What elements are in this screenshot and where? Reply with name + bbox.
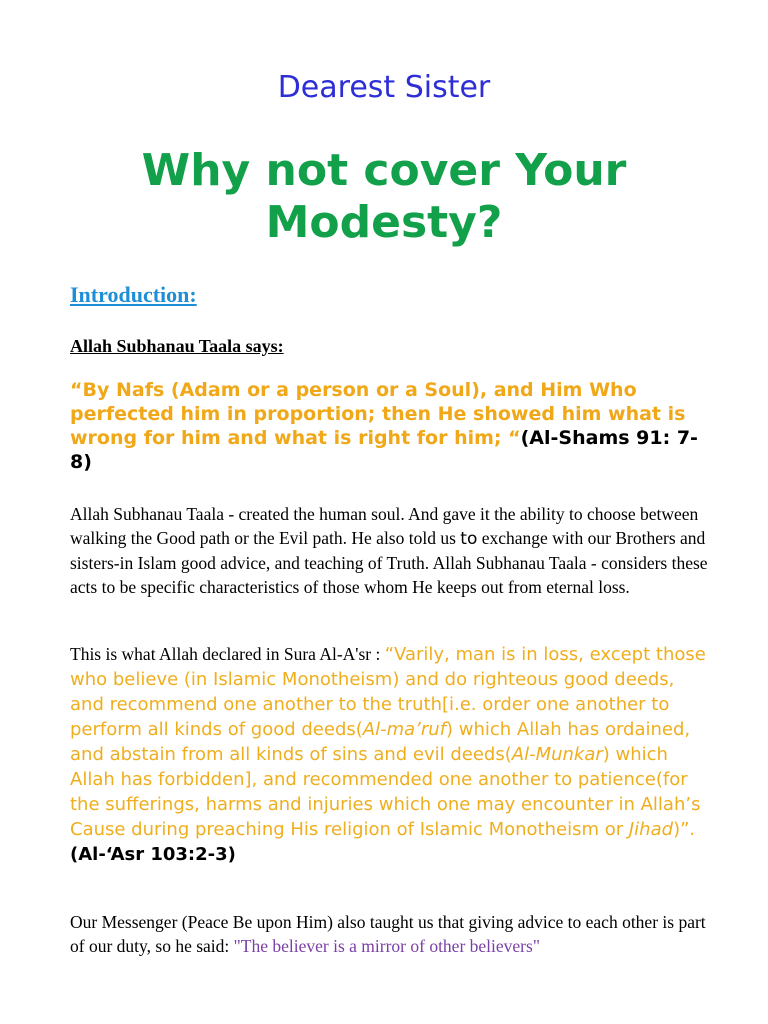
asr-reference: (Al-‘Asr 103:2-3) — [70, 844, 236, 865]
page-title-line-1: Why not cover Your — [141, 145, 627, 196]
paragraph-1 — [70, 502, 710, 599]
page-title — [0, 145, 768, 249]
says-label: Allah Subhanau Taala says: — [70, 336, 284, 356]
verse-text: “By Nafs (Adam or a person or a Soul), and Him Who perfected him in proportion; then He showed him what is wrong for him and what is right for him; “ — [70, 379, 686, 449]
introduction-heading: Introduction: — [70, 282, 197, 307]
asr-quote-jihad: Jihad — [628, 819, 674, 840]
asr-quote-munkar: Al-Munkar — [511, 744, 603, 765]
paragraph-3 — [70, 910, 710, 958]
asr-quote-part-3: ) which Allah has forbidden], and recommended one another to patience(for the sufferings, harms and injuries which one may encounter in Allah’s Cause during preaching His religion of Islamic Monotheism or — [70, 744, 701, 840]
asr-quote-maruf: Al-ma’ruf — [362, 719, 447, 740]
page-subtitle: Dearest Sister — [277, 70, 491, 105]
hadith-quote: "The believer is a mirror of other believers" — [233, 936, 540, 956]
asr-quote-part-1: “Varily, man is in loss, except those who believe (in Islamic Monotheism) and do righteous good deeds, and recommend one another to the truth[i.e. order one another to perform all kinds of good deeds( — [70, 644, 706, 740]
paragraph-1-part-1: Allah Subhanau Taala - created the human soul. And gave it the ability to choose between walking the Good path or the Evil path. He also told us — [70, 504, 699, 548]
asr-quote-part-4: )”. — [673, 819, 696, 840]
paragraph-2 — [70, 642, 710, 867]
verse-reference: (Al-Shams 91: 7-8) — [70, 427, 698, 473]
asr-quote-part-2: ) which Allah has ordained, and abstain from all kinds of sins and evil deeds( — [70, 719, 691, 765]
paragraph-3-lead: Our Messenger (Peace Be upon Him) also taught us that giving advice to each other is part of our duty, so he said: — [70, 912, 706, 956]
paragraph-1-part-2: exchange with our Brothers and sisters-in Islam good advice, and teaching of Truth. Allah Subhanau Taala - considers these acts to be specific characteristics of those whom He keeps out from eternal loss. — [70, 528, 708, 597]
page-title-line-2: Modesty? — [265, 197, 503, 248]
paragraph-2-lead: This is what Allah declared in Sura Al-A'sr : — [70, 644, 385, 664]
paragraph-1-to: to — [460, 529, 478, 549]
verse-quote — [70, 378, 710, 474]
